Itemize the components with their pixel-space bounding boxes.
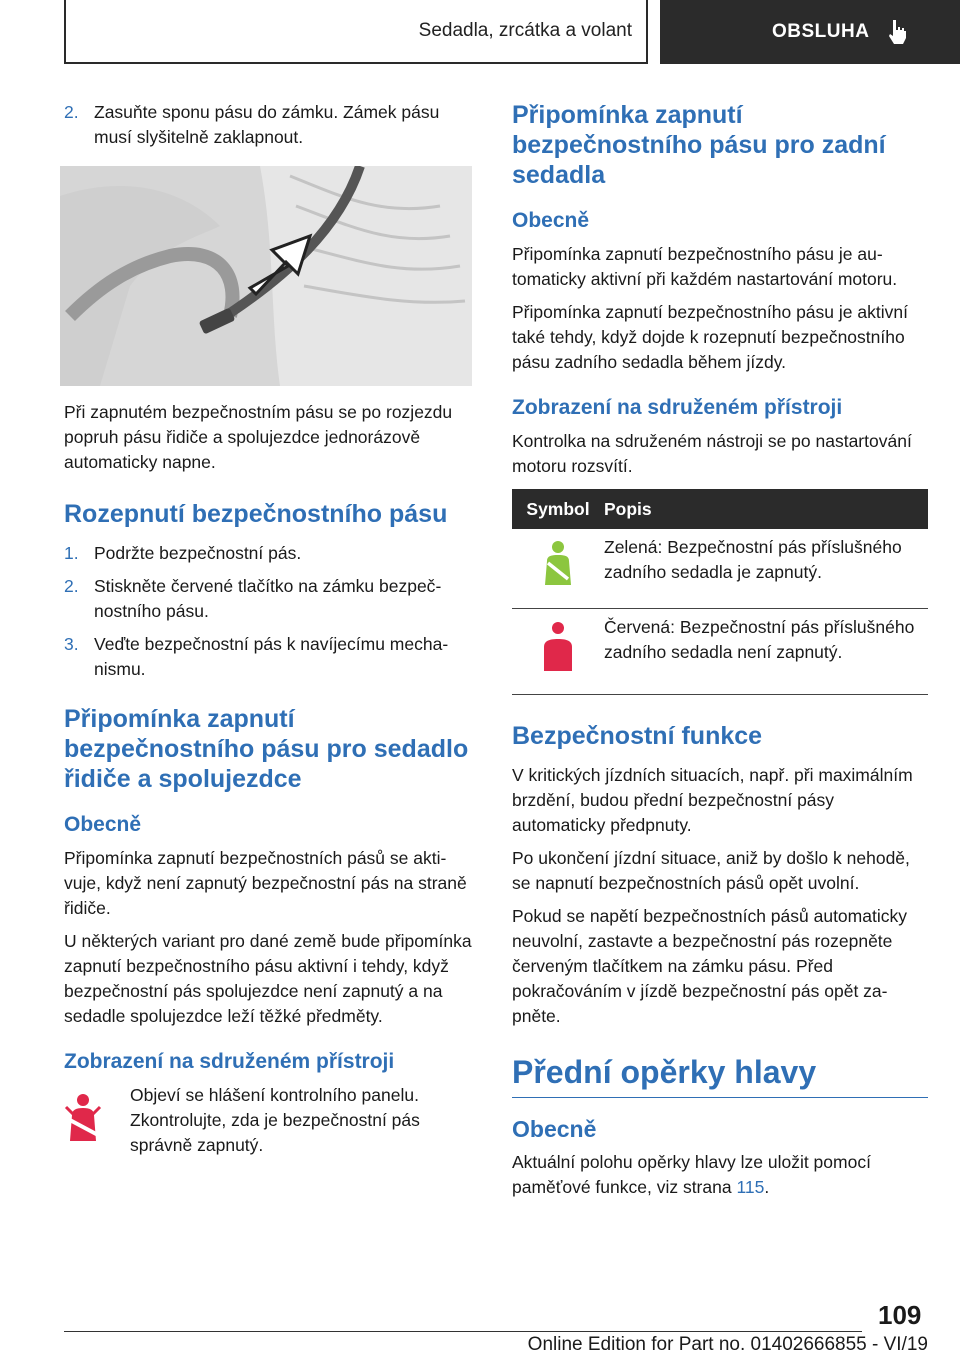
header-chapter-box <box>660 0 960 64</box>
table-row <box>512 529 928 609</box>
heading-cluster-display: Zobrazení na sdruženém přístroji <box>512 396 843 419</box>
step-number: 3. <box>64 634 79 654</box>
release-step <box>64 574 476 624</box>
step-number: 2. <box>64 576 79 596</box>
header-chapter-title: OBSLUHA <box>772 21 870 42</box>
seatbelt-warning-icon <box>64 1093 102 1141</box>
release-step <box>64 632 476 682</box>
heading-general: Obecně <box>512 209 590 232</box>
release-steps-list <box>64 541 476 682</box>
paragraph-unbuckle-driving: Připomínka zapnutí bezpečnostního pásu je aktivní také tehdy, když dojde k rozepnutí bezpečnostního pásu zadního sedadla během jízdy. <box>512 302 908 372</box>
paragraph-country-variants: U některých variant pro dané země bude připomínka zapnutí bezpečnostního pásu aktivní i tehdy, když bezpečnostní pás spolujezdce není zapnutý a na sedadle spolujezdce leží těžké předměty. <box>64 931 472 1026</box>
table-header-description: Popis <box>604 489 928 529</box>
heading-safety-functions: Bezpečnostní funkce <box>512 722 763 750</box>
table-cell-description: Červená: Bezpečnostní pás příslušného zadního sedadla není zapnutý. <box>604 609 928 695</box>
right-column <box>512 100 928 1208</box>
step-text: Podržte bezpečnostní pás. <box>94 543 302 563</box>
step-number: 2. <box>64 102 79 122</box>
step-text: Veďte bezpečnostní pás k navíjecímu mechanismu. <box>94 634 449 679</box>
memory-text: Aktuální polohu opěrky hlavy lze uložit pomocí paměťové funkce, viz strana <box>512 1152 871 1197</box>
red-unbelted-passenger-icon <box>542 621 574 671</box>
page-number: 109 <box>878 1300 922 1330</box>
step-text: Stiskněte červené tlačítko na zámku bezpečnostního pásu. <box>94 576 442 621</box>
footer-edition: Online Edition for Part no. 01402666855 - VI/19 <box>527 1334 928 1355</box>
symbol-table <box>512 489 928 695</box>
step-number: 1. <box>64 543 79 563</box>
hand-pointer-icon <box>885 18 909 46</box>
table-row <box>512 609 928 695</box>
footer-divider <box>64 1331 862 1332</box>
table-cell-description: Zelená: Bezpečnostní pás příslušného zadního sedadla je zapnutý. <box>604 529 928 609</box>
green-belted-passenger-icon <box>542 541 574 585</box>
heading-rear-reminder: Připomínka zapnutí bezpečnostního pásu pro zadní sedadla <box>512 101 886 189</box>
paragraph-release-after: Po ukončení jízdní situace, aniž by došlo k nehodě, se napnutí bezpečnostních pásů opět uvolní. <box>512 848 910 893</box>
table-header-symbol: Symbol <box>512 489 604 529</box>
heading-release-belt: Rozepnutí bezpečnostního pásu <box>64 500 448 528</box>
paragraph-indicator-lights: Kontrolka na sdruženém nástroji se po nastartování motoru rozsvítí. <box>512 431 912 476</box>
paragraph-memory-function <box>512 1150 928 1200</box>
paragraph-auto-active: Připomínka zapnutí bezpečnostního pásu je automaticky aktivní při každém nastartování motoru. <box>512 244 898 289</box>
page-link-115[interactable]: 115 <box>736 1177 765 1197</box>
header-section-box <box>64 0 648 64</box>
heading-general: Obecně <box>64 813 142 836</box>
seatbelt-buckle-photo <box>60 166 472 386</box>
memory-text-end: . <box>764 1177 770 1197</box>
paragraph-manual-release: Pokud se napětí bezpečnostních pásů automaticky neuvolní, zastavte a bezpečnostní pás rozepněte červeným tlačítkem na zámku pásu. Před pokračováním v jízdě bezpečnostní pás opět zapněte. <box>512 906 907 1026</box>
heading-front-headrests-wrap <box>512 1053 928 1098</box>
release-step <box>64 541 476 566</box>
step-2 <box>64 100 476 150</box>
header-section-title: Sedadla, zrcátka a volant <box>418 20 632 41</box>
paragraph-reminder-activation: Připomínka zapnutí bezpečnostních pásů se aktivuje, když není zapnutý bezpečnostní pás na straně řidiče. <box>64 848 467 918</box>
paragraph-pretension: Při zapnutém bezpečnostním pásu se po rozjezdu popruh pásu řidiče a spolujezdce jednorázově automaticky napne. <box>64 402 453 472</box>
warning-message-text: Objeví se hlášení kontrolního panelu. Zkontrolujte, zda je bezpečnostní pás správně zapnutý. <box>130 1085 420 1155</box>
heading-front-headrests: Přední opěrky hlavy <box>512 1054 817 1090</box>
heading-front-reminder: Připomínka zapnutí bezpečnostního pásu pro sedadlo řidiče a spolujezdce <box>64 705 469 793</box>
heading-cluster-display: Zobrazení na sdruženém přístroji <box>64 1050 395 1073</box>
step-text: Zasuňte sponu pásu do zámku. Zámek pásu musí slyšitelně zaklapnout. <box>94 102 440 147</box>
left-column <box>64 100 476 1158</box>
heading-general: Obecně <box>512 1116 597 1142</box>
warning-message-row <box>64 1083 476 1158</box>
paragraph-pretension-critical: V kritických jízdních situacích, např. při maximálním brzdění, budou přední bezpečnostní pásy automaticky předpnuty. <box>512 765 913 835</box>
